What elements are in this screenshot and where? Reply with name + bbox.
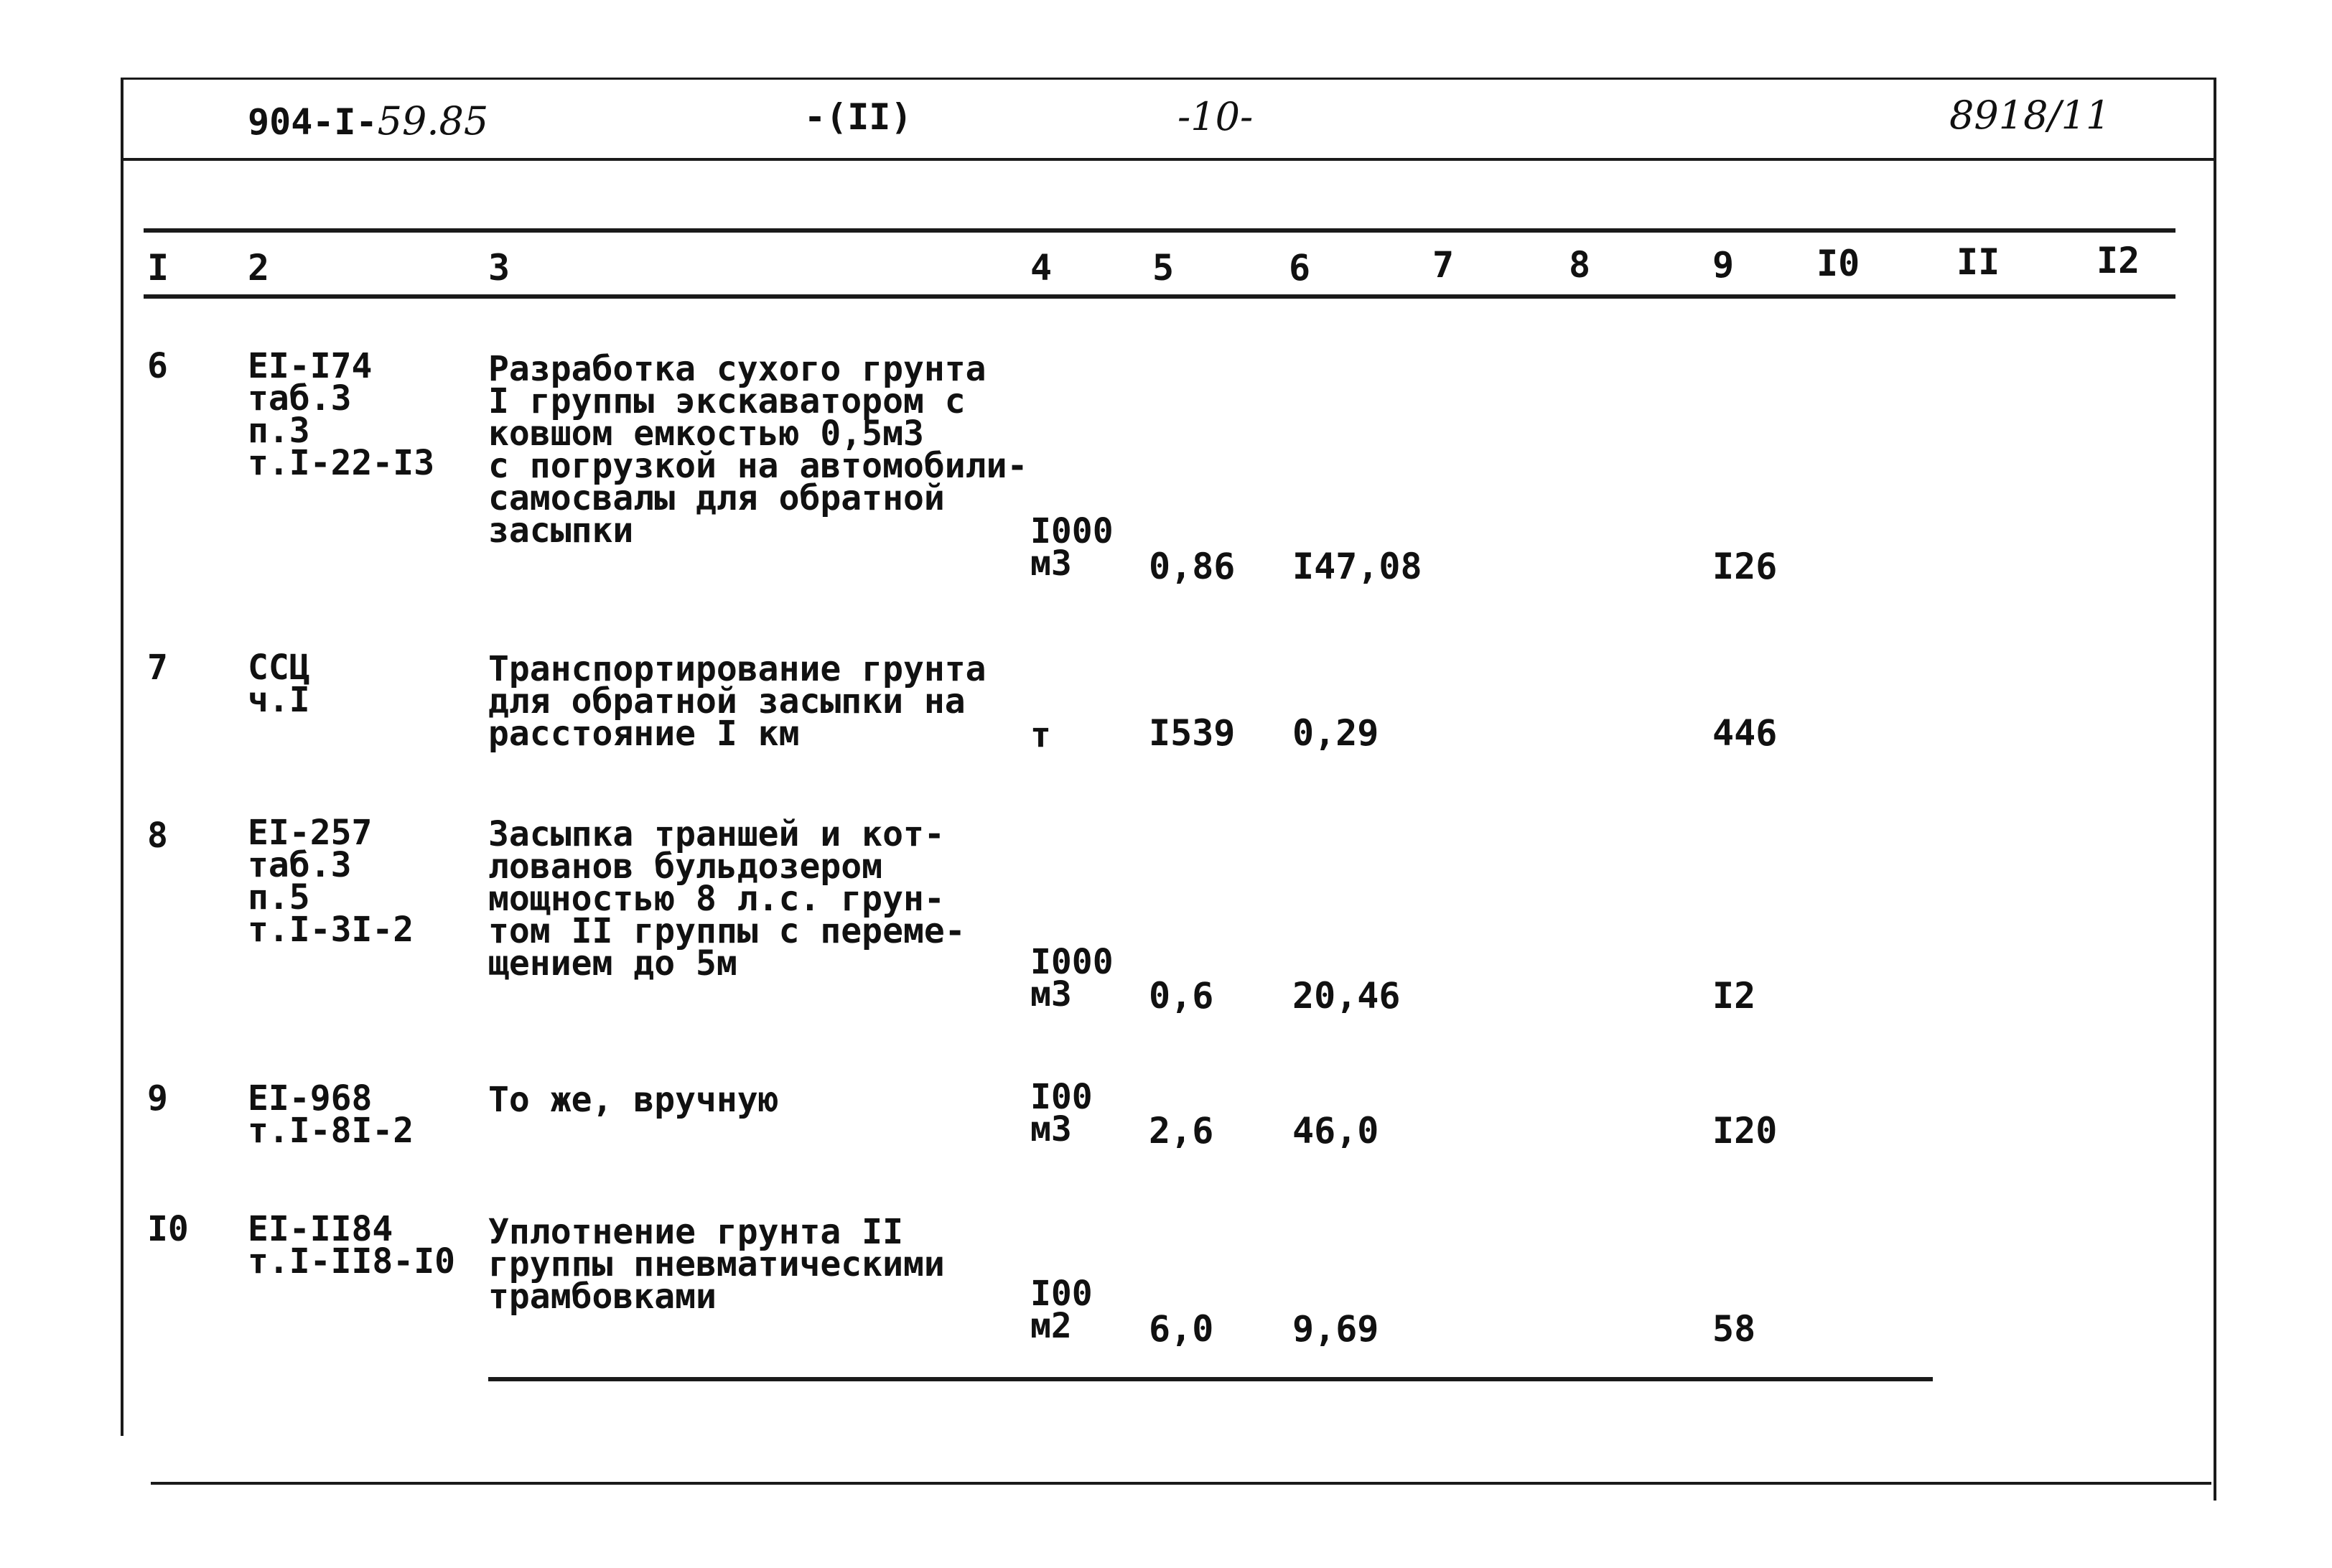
unit-of-measure: I00 м2 [1030, 1274, 1093, 1346]
value-col-9: 58 [1712, 1308, 1756, 1350]
value-col-6: 9,69 [1292, 1308, 1379, 1350]
value-col-9: I2 [1712, 975, 1756, 1017]
work-description: То же, вручную [488, 1080, 779, 1120]
summary-line [488, 1377, 1933, 1381]
unit-of-measure: I00 м3 [1030, 1077, 1093, 1149]
row-number: I0 [147, 1209, 189, 1249]
value-col-6: 20,46 [1292, 975, 1401, 1017]
part-number: -(II) [804, 96, 913, 138]
col-header-1: I [147, 247, 169, 289]
col-header-9: 9 [1712, 244, 1735, 286]
frame-top-line [121, 78, 2216, 80]
quantity: 2,6 [1149, 1110, 1214, 1152]
col-header-2: 2 [248, 247, 270, 289]
work-description: Транспортирование грунта для обратной засыпки на расстояние I км [488, 649, 987, 754]
norm-code: EI-II84 т.I-II8-I0 [248, 1209, 455, 1282]
quantity: 0,6 [1149, 975, 1214, 1017]
sheet-reference: 8918/11 [1949, 93, 2111, 138]
value-col-9: I20 [1712, 1110, 1778, 1152]
quantity: 0,86 [1149, 546, 1236, 587]
norm-code: EI-257 таб.3 п.5 т.I-3I-2 [248, 813, 414, 950]
value-col-6: 0,29 [1292, 712, 1379, 754]
norm-code: EI-968 т.I-8I-2 [248, 1078, 414, 1151]
col-header-3: 3 [488, 247, 510, 289]
norm-code: EI-I74 таб.3 п.3 т.I-22-I3 [248, 346, 435, 483]
bottom-line [151, 1482, 2211, 1485]
col-header-12: I2 [2097, 240, 2140, 281]
unit-of-measure: I000 м3 [1030, 942, 1114, 1014]
col-header-10: I0 [1816, 243, 1860, 284]
norm-code: ССЦ ч.I [248, 648, 310, 720]
doc-code-prefix: 904-I- [248, 101, 378, 143]
doc-code-handwritten: 59.85 [377, 98, 489, 144]
col-header-4: 4 [1030, 247, 1053, 289]
frame-left-line [121, 79, 123, 1436]
row-number: 6 [147, 346, 168, 386]
row-number: 7 [147, 648, 168, 688]
row-number: 8 [147, 816, 168, 856]
page-number: -10- [1177, 94, 1254, 139]
unit-of-measure: т [1030, 715, 1051, 755]
work-description: Засыпка траншей и кот- лованов бульдозером мощностью 8 л.с. грун- том II группы с переме- щением до 5м [488, 814, 966, 984]
value-col-6: 46,0 [1292, 1110, 1379, 1152]
col-header-5: 5 [1152, 247, 1175, 289]
col-header-8: 8 [1569, 244, 1591, 286]
quantity: 6,0 [1149, 1308, 1214, 1350]
work-description: Уплотнение грунта II группы пневматическими трамбовками [488, 1212, 945, 1317]
work-description: Разработка сухого грунта I группы экскаватором с ковшом емкостью 0,5м3 с погрузкой на автомобили- самосвалы для обратной засыпки [488, 349, 1028, 551]
col-header-7: 7 [1432, 244, 1455, 286]
unit-of-measure: I000 м3 [1030, 511, 1114, 584]
frame-right-line [2214, 79, 2216, 1501]
value-col-9: I26 [1712, 546, 1778, 587]
table-head-top-line [144, 228, 2175, 233]
quantity: I539 [1149, 712, 1236, 754]
value-col-6: I47,08 [1292, 546, 1422, 587]
col-header-6: 6 [1289, 247, 1311, 289]
value-col-9: 446 [1712, 712, 1778, 754]
header-underline [122, 158, 2215, 161]
doc-code [248, 98, 489, 144]
table-head-bottom-line [144, 294, 2175, 299]
col-header-11: II [1956, 241, 2000, 283]
row-number: 9 [147, 1078, 168, 1119]
